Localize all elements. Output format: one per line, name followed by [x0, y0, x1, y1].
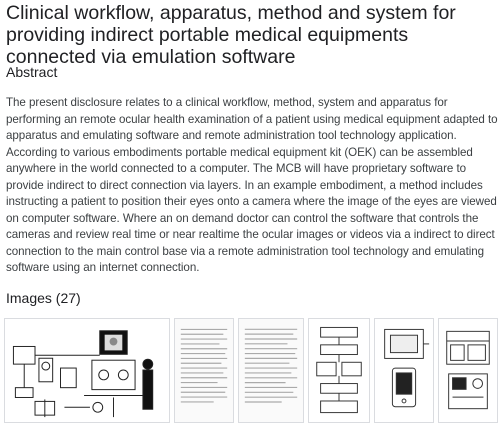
device-drawing-icon: [439, 319, 497, 422]
flowchart-icon: [309, 319, 369, 422]
device-drawing-icon: [375, 319, 433, 422]
patent-drawing-thumbnail-1[interactable]: [4, 318, 170, 423]
patent-drawing-thumbnail-5[interactable]: [374, 318, 434, 423]
patent-drawing-thumbnail-2[interactable]: [174, 318, 234, 423]
images-heading: Images (27): [6, 290, 81, 306]
patent-drawing-thumbnail-3[interactable]: [238, 318, 304, 423]
patent-drawing-thumbnail-6[interactable]: [438, 318, 498, 423]
text-page-icon: [239, 319, 303, 422]
system-diagram-icon: [5, 319, 169, 422]
text-page-icon: [175, 319, 233, 422]
page-title: Clinical workflow, apparatus, method and system for providing indirect portable medical equipments connected via emulation software: [6, 2, 456, 68]
image-gallery: [4, 318, 503, 427]
patent-drawing-thumbnail-4[interactable]: [308, 318, 370, 423]
abstract-text: The present disclosure relates to a clinical workflow, method, system and apparatus for performing an remote ocular health examination of a patient using medical equipment adapted to apparatus and emulating software and remote administration tool technology application. According to various embodiments portable medical equipment kit (OEK) can be assembled anywhere in the world connected to a computer. The MCB will have proprietary software to provide indirect to direct connection via layers. In an example embodiment, a method includes instructing a patient to position their eyes onto a camera where the image of the eyes are viewed on computer software. Where an on demand doctor can control the software that controls the cameras and review real time or near realtime the ocular images or videos via a indirect to direct connection to the main control base via a remote administration tool technology and emulating software using an internet connection.: [6, 96, 498, 274]
abstract-heading: Abstract: [6, 64, 58, 80]
